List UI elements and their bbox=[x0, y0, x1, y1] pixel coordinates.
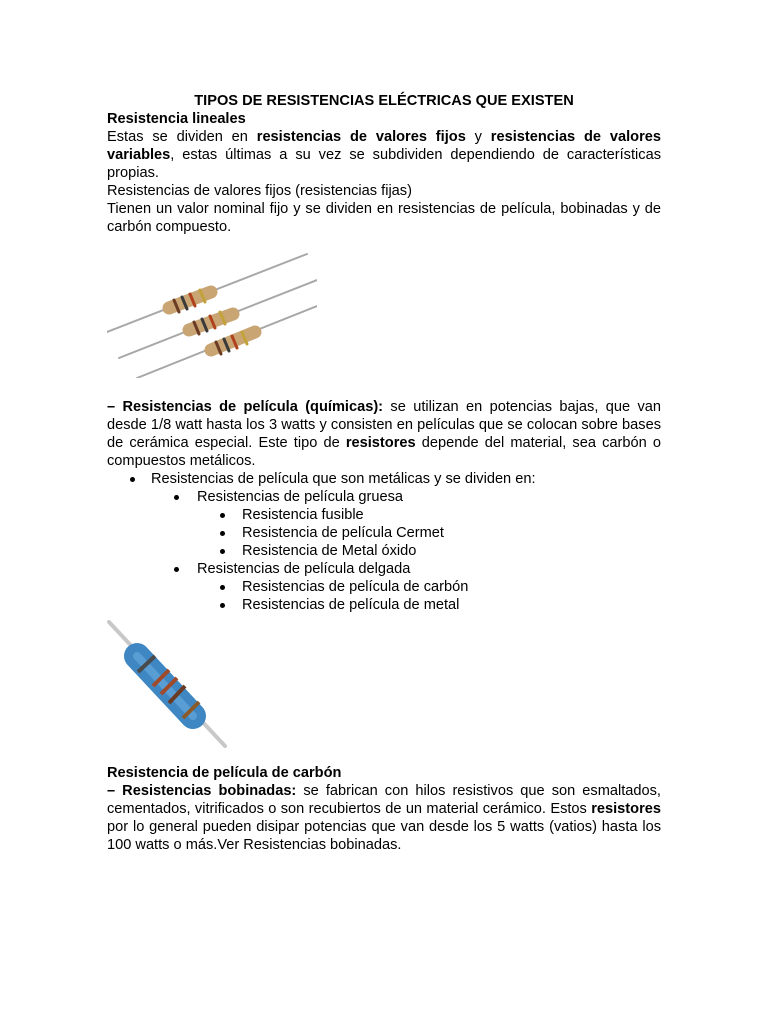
heading-pelicula-carbon: Resistencia de película de carbón bbox=[107, 765, 342, 781]
bobinadas-paragraph: – Resistencias bobinadas: se fabrican con hilos resistivos que son esmaltados, cementados, vitrificados o son recubiertos de un material cerámico. Estos resistores por lo general pueden disipar potencias que van desde los 5 watts (vatios) hasta los 100 watts o más.Ver Resistencias bobinadas. bbox=[107, 783, 661, 853]
fixed-resistances-description: Tienen un valor nominal fijo y se dividen en resistencias de película, bobinadas y de carbón compuesto. bbox=[107, 201, 661, 235]
document-page bbox=[107, 92, 661, 854]
sublist bbox=[197, 578, 661, 614]
sublist bbox=[197, 506, 661, 560]
intro-paragraph: Estas se dividen en resistencias de valores fijos y resistencias de valores variables, estas últimas a su vez se subdividen dependiendo de características propias. bbox=[107, 129, 661, 181]
heading-resistencia-lineales: Resistencia lineales bbox=[107, 111, 246, 127]
document-title: TIPOS DE RESISTENCIAS ELÉCTRICAS QUE EXISTEN bbox=[194, 93, 574, 109]
list-item: Resistencia de Metal óxido bbox=[197, 542, 661, 560]
list-item: Resistencia fusible bbox=[197, 506, 661, 524]
pelicula-paragraph: – Resistencias de película (químicas): se utilizan en potencias bajas, que van desde 1/8 watt hasta los 3 watts y consisten en películas que se colocan sobre bases de cerámica especial. Este tipo de resistores depende del material, sea carbón o compuestos metálicos. bbox=[107, 399, 661, 469]
list-item: Resistencias de película gruesa Resistencia fusible Resistencia de película Cermet Resistencia de Metal óxido bbox=[151, 488, 661, 560]
fixed-resistances-line: Resistencias de valores fijos (resistencias fijas) bbox=[107, 183, 412, 199]
list-item: Resistencia de película Cermet bbox=[197, 524, 661, 542]
list-item: Resistencias de película que son metálicas y se dividen en: Resistencias de película gruesa Resistencia fusible Resistencia de película Cermet Resistencia de Metal óxido Resistencias de película delgada Resistencias de película de carbón Resistencias de película de metal bbox=[107, 470, 661, 614]
sublist bbox=[151, 488, 661, 614]
pelicula-list bbox=[107, 470, 661, 614]
list-item: Resistencias de película de carbón bbox=[197, 578, 661, 596]
list-item: Resistencias de película de metal bbox=[197, 596, 661, 614]
three-resistors-image bbox=[107, 240, 317, 378]
list-item: Resistencias de película delgada Resistencias de película de carbón Resistencias de película de metal bbox=[151, 560, 661, 614]
blue-resistor-image bbox=[107, 620, 229, 748]
